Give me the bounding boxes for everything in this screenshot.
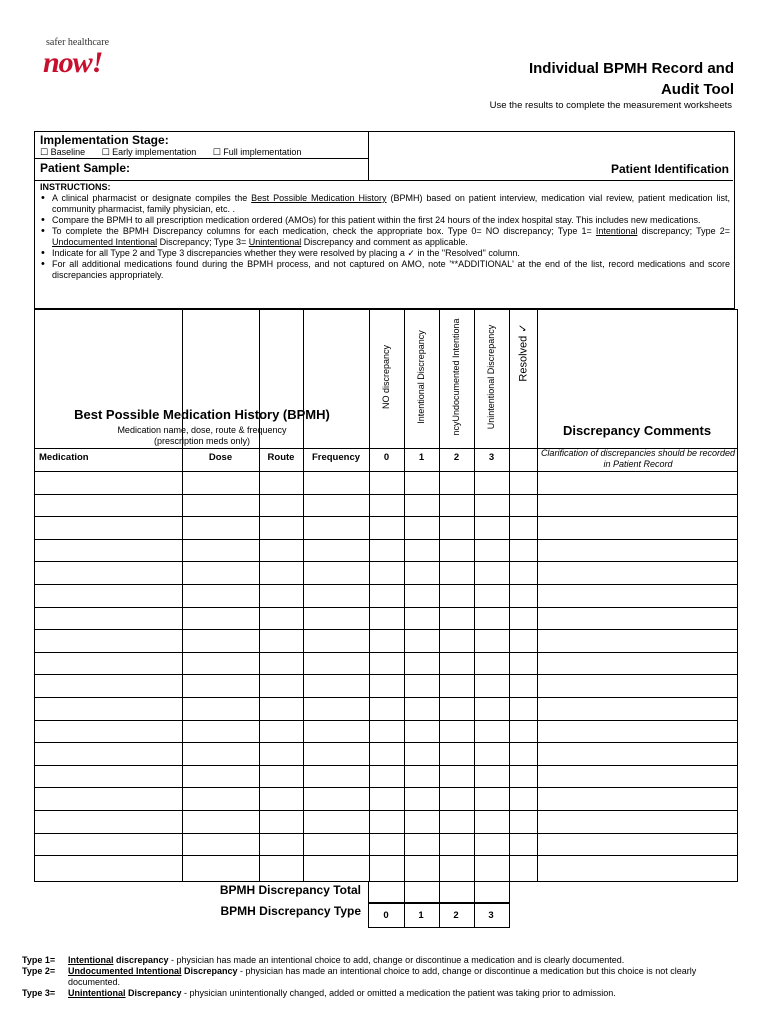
resolved-column-header: Resolved ✓ [517,323,530,382]
text-segment: For all additional medications found during the BPMH process, and not captured on AMO, note '**ADDITIONAL' at the end of the list, record medications and score discrepancies appropriately. [52,259,730,280]
discrepancy-total-box [368,881,510,903]
type-column-number: 0 [383,452,390,463]
stage-options [40,147,315,158]
implementation-divider [35,158,369,159]
type-definition [22,955,737,966]
table-row[interactable] [35,742,737,743]
type-description [68,966,737,988]
table-row[interactable] [35,810,737,811]
type-number: 0 [383,910,389,921]
text-segment: (BPMH) based on patient interview, medication vial review, patient medication list, community pharmacist, family physician, etc. . [52,193,730,214]
table-row[interactable] [35,629,737,630]
type-definition [22,988,737,999]
total-divider [404,882,405,902]
instructions-heading: INSTRUCTIONS: [40,182,111,192]
option-full-implementation[interactable]: ☐ Full implementation [212,147,302,157]
page-subtitle: Use the results to complete the measurement worksheets [489,100,732,111]
text-segment: Discrepancy [181,966,238,976]
text-segment: - physician has made an intentional choice to add, change or discontinue a medication but this choice is not clearly documented. [68,966,697,987]
discrepancy-total-label: BPMH Discrepancy Total [219,883,361,897]
text-segment: Compare the BPMH to all prescription medication ordered (AMOs) for this patient within the first 24 hours of the index hospital stay. This includes new medications. [52,215,701,225]
text-segment: Unintentional [68,988,126,998]
table-row[interactable] [35,494,737,495]
instructions [40,182,730,281]
table-row[interactable] [35,607,737,608]
patient-identification-label: Patient Identification [610,162,729,176]
header-divider [35,448,737,449]
text-segment: A clinical pharmacist or designate compiles the [52,193,252,203]
column-divider [182,310,183,881]
column-header-medication: Medication [39,452,89,463]
type-number: 3 [488,910,494,921]
discrepancy-column-header: Unintentional Discrepancy [486,324,496,430]
text-segment: Intentional [68,955,114,965]
page-title [480,58,734,100]
discrepancy-column-header: Intentional Discrepancy [416,330,426,424]
column-header-dose: Dose [208,452,233,463]
type-key: Type 1= [22,955,56,965]
option-baseline[interactable]: ☐ Baseline [40,147,86,157]
type-definition [22,966,737,988]
table-row[interactable] [35,516,737,517]
column-divider [404,310,405,881]
table-row[interactable] [35,584,737,585]
column-divider [303,310,304,881]
type-description [68,955,624,966]
discrepancy-type-box [368,903,510,928]
table-row[interactable] [35,765,737,766]
bpmh-subtitle [35,425,369,447]
total-divider [439,882,440,902]
table-row[interactable] [35,539,737,540]
column-header-route: Route [267,452,295,463]
discrepancy-column-header: ncyUndocumented Intentiona [451,318,461,436]
table-row[interactable] [35,561,737,562]
table-row[interactable] [35,787,737,788]
discrepancy-type-label: BPMH Discrepancy Type [220,904,361,918]
text-segment: - physician has made an intentional choice to add, change or discontinue a medication and is clearly documented. [168,955,625,965]
column-header-frequency: Frequency [311,452,361,463]
title-line-1: Individual BPMH Record and [528,60,734,77]
type-key: Type 3= [22,988,56,998]
bpmh-title: Best Possible Medication History (BPMH) [74,407,330,422]
total-divider [474,882,475,902]
text-segment: Unintentional [248,237,302,247]
type-key: Type 2= [22,966,56,976]
discrepancy-comments-title: Discrepancy Comments [562,423,712,438]
column-divider [509,310,510,881]
logo-tagline: safer healthcare [46,37,110,48]
text-segment: Indicate for all Type 2 and Type 3 discrepancies whether they were resolved by placing a ✓ in the "Resolved" column. [52,248,520,258]
instruction-item [52,226,730,248]
bpmh-subtitle-line-1: Medication name, dose, route & frequency [117,425,287,435]
type-number: 1 [418,910,424,921]
column-divider [474,310,475,881]
type-definitions [22,955,737,999]
clarification-note: Clarification of discrepancies should be recorded in Patient Record [540,448,736,469]
title-line-2: Audit Tool [660,81,734,98]
implementation-stage-label: Implementation Stage: [40,133,169,147]
header-divider [35,471,737,472]
text-segment: discrepancy [113,955,169,965]
logo-now: now! [43,46,103,79]
text-segment: discrepancy; Type 2= [637,226,730,236]
text-segment: Undocumented Intentional [52,237,158,247]
table-row[interactable] [35,674,737,675]
text-segment: Undocumented Intentional [68,966,182,976]
bpmh-subtitle-line-2: (prescription meds only) [153,436,251,446]
column-divider [537,310,538,881]
medication-grid [34,309,738,882]
type-number: 2 [453,910,459,921]
type-column-number: 1 [418,452,425,463]
column-divider [259,310,260,881]
text-segment: To complete the BPMH Discrepancy columns for each medication, check the appropriate box. Type 0= NO discrepancy; Type 1= [52,226,596,236]
table-row[interactable] [35,652,737,653]
table-row[interactable] [35,833,737,834]
discrepancy-column-header: NO discrepancy [381,344,391,410]
text-segment: Best Possible Medication History [251,193,387,203]
table-row[interactable] [35,697,737,698]
instruction-item [52,248,730,259]
instruction-item [52,215,730,226]
column-divider [439,310,440,881]
option-early-implementation[interactable]: ☐ Early implementation [101,147,197,157]
patient-info-table [34,131,735,309]
text-segment: Discrepancy [125,988,182,998]
table-row[interactable] [35,855,737,856]
type-column-number: 2 [453,452,460,463]
type-description [68,988,616,999]
table-row[interactable] [35,720,737,721]
type-column-number: 3 [488,452,495,463]
instructions-divider [35,180,733,181]
text-segment: Discrepancy and comment as applicable. [301,237,468,247]
text-segment: Intentional [595,226,638,236]
instruction-item [52,259,730,281]
column-divider [369,310,370,881]
instructions-list [40,193,730,281]
patient-sample-label: Patient Sample: [40,161,131,175]
instruction-item [52,193,730,215]
text-segment: - physician unintentionally changed, added or omitted a medication the patient was taking prior to admission. [181,988,616,998]
text-segment: Discrepancy; Type 3= [157,237,249,247]
